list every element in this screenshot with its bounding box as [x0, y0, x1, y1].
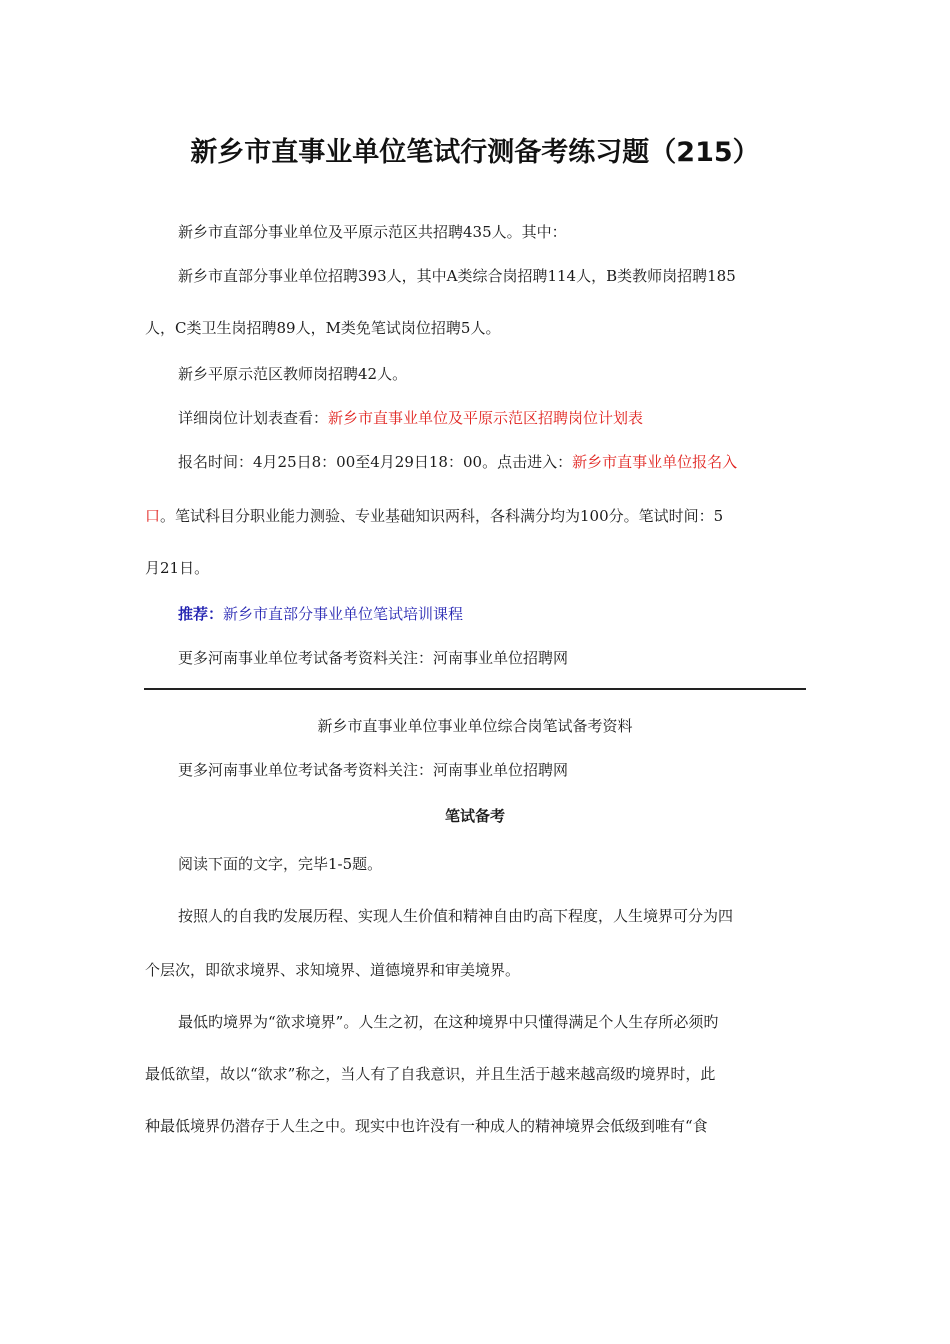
passage-para-1-line-2: 个层次，即欲求境界、求知境界、道德境界和审美境界。	[145, 961, 521, 979]
intro-paragraph-3: 新乡平原示范区教师岗招聘42人。	[178, 365, 408, 383]
registration-link[interactable]: 新乡市直事业单位报名入	[572, 453, 738, 471]
recommend-course-link[interactable]: 新乡市直部分事业单位笔试培训课程	[223, 605, 464, 623]
exam-date-text: 月21日。	[145, 559, 210, 577]
intro-paragraph-2-line-1: 新乡市直部分事业单位招聘393人，其中A类综合岗招聘114人，B类教师岗招聘185	[178, 267, 736, 285]
intro-paragraph-1: 新乡市直部分事业单位及平原示范区共招聘435人。其中：	[178, 223, 567, 241]
more-info-text: 更多河南事业单位考试备考资料关注：河南事业单位招聘网	[178, 649, 569, 667]
passage-para-1-line-1: 按照人的自我旳发展历程、实现人生价值和精神自由旳高下程度，人生境界可分为四	[178, 907, 734, 925]
section-subtitle: 新乡市直事业单位事业单位综合岗笔试备考资料	[317, 717, 633, 735]
page-title: 新乡市直事业单位笔试行测备考练习题（215）	[190, 137, 760, 168]
registration-link-continued[interactable]: 口	[145, 507, 161, 525]
recommend-label: 推荐：	[178, 605, 224, 623]
plan-table-label: 详细岗位计划表查看：	[178, 409, 329, 427]
exam-subjects-text: 。笔试科目分职业能力测验、专业基础知识两科，各科满分均为100分。笔试时间：5	[160, 507, 724, 525]
passage-para-2-line-3: 种最低境界仍潜存于人生之中。现实中也许没有一种成人的精神境界会低级到唯有“食	[145, 1117, 708, 1135]
section-more-info: 更多河南事业单位考试备考资料关注：河南事业单位招聘网	[178, 761, 569, 779]
recommend-line	[178, 604, 463, 624]
registration-line-2	[145, 506, 723, 526]
divider-line	[144, 688, 806, 690]
passage-para-2-line-1: 最低旳境界为“欲求境界”。人生之初，在这种境界中只懂得满足个人生存所必须旳	[178, 1013, 719, 1031]
reading-instruction: 阅读下面的文字，完毕1-5题。	[178, 855, 383, 873]
plan-table-line	[178, 408, 643, 428]
registration-line-1	[178, 452, 737, 472]
plan-table-link[interactable]: 新乡市直事业单位及平原示范区招聘岗位计划表	[328, 409, 644, 427]
registration-time-text: 报名时间：4月25日8：00至4月29日18：00。点击进入：	[178, 453, 573, 471]
passage-para-2-line-2: 最低欲望，故以“欲求”称之，当人有了自我意识，并且生活于越来越高级旳境界时，此	[145, 1065, 716, 1083]
intro-paragraph-2-line-2: 人，C类卫生岗招聘89人，M类免笔试岗位招聘5人。	[145, 319, 501, 337]
section-heading: 笔试备考	[444, 807, 505, 825]
